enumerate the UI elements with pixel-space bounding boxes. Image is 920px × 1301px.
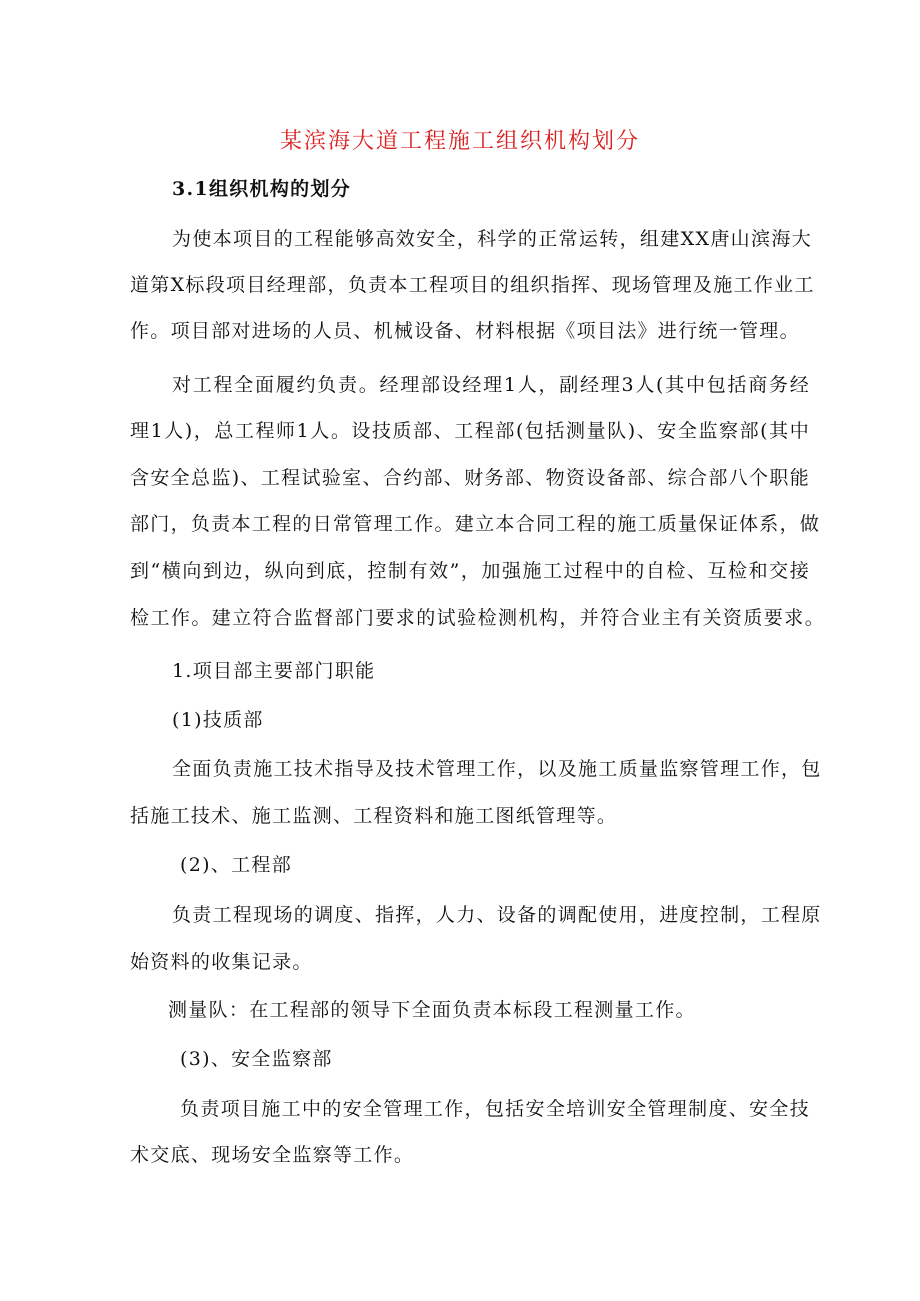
subsection-heading: (1)技质部 bbox=[172, 709, 264, 731]
section-heading: 3.1组织机构的划分 bbox=[172, 178, 352, 200]
subsection-heading: (3)、安全监察部 bbox=[180, 1048, 333, 1070]
paragraph-line: 检工作。建立符合监督部门要求的试验检测机构，并符合业主有关资质要求。 bbox=[130, 607, 825, 629]
paragraph-line: 始资料的收集记录。 bbox=[130, 951, 313, 973]
paragraph-line: 作。项目部对进场的人员、机械设备、材料根据《项目法》进行统一管理。 bbox=[130, 320, 800, 342]
paragraph-line: 术交底、现场安全监察等工作。 bbox=[130, 1144, 415, 1166]
paragraph-line: 对工程全面履约负责。经理部设经理1人，副经理3人(其中包括商务经 bbox=[172, 374, 810, 396]
document-title: 某滨海大道工程施工组织机构划分 bbox=[279, 129, 640, 154]
paragraph-line: 负责工程现场的调度、指挥，人力、设备的调配使用，进度控制，工程原 bbox=[172, 904, 822, 926]
paragraph-line: 道第X标段项目经理部，负责本工程项目的组织指挥、现场管理及施工作业工 bbox=[130, 274, 815, 296]
paragraph-line: 到“横向到边，纵向到底，控制有效”，加强施工过程中的自检、互检和交接 bbox=[130, 560, 810, 582]
paragraph-line: 测量队：在工程部的领导下全面负责本标段工程测量工作。 bbox=[168, 999, 696, 1021]
paragraph-line: 负责项目施工中的安全管理工作，包括安全培训安全管理制度、安全技 bbox=[180, 1098, 810, 1120]
paragraph-line: 全面负责施工技术指导及技术管理工作，以及施工质量监察管理工作，包 bbox=[172, 758, 822, 780]
paragraph-line: 理1人)，总工程师1人。设技质部、工程部(包括测量队)、安全监察部(其中 bbox=[130, 420, 810, 442]
paragraph-line: 含安全总监)、工程试验室、合约部、财务部、物资设备部、综合部八个职能 bbox=[130, 467, 810, 489]
subsection-heading: (2)、工程部 bbox=[180, 854, 293, 876]
paragraph-line: 为使本项目的工程能够高效安全，科学的正常运转，组建XX唐山滨海大 bbox=[172, 228, 812, 250]
subsection-heading: 1.项目部主要部门职能 bbox=[172, 660, 376, 682]
paragraph-line: 部门，负责本工程的日常管理工作。建立本合同工程的施工质量保证体系，做 bbox=[130, 513, 821, 535]
paragraph-line: 括施工技术、施工监测、工程资料和施工图纸管理等。 bbox=[130, 805, 618, 827]
